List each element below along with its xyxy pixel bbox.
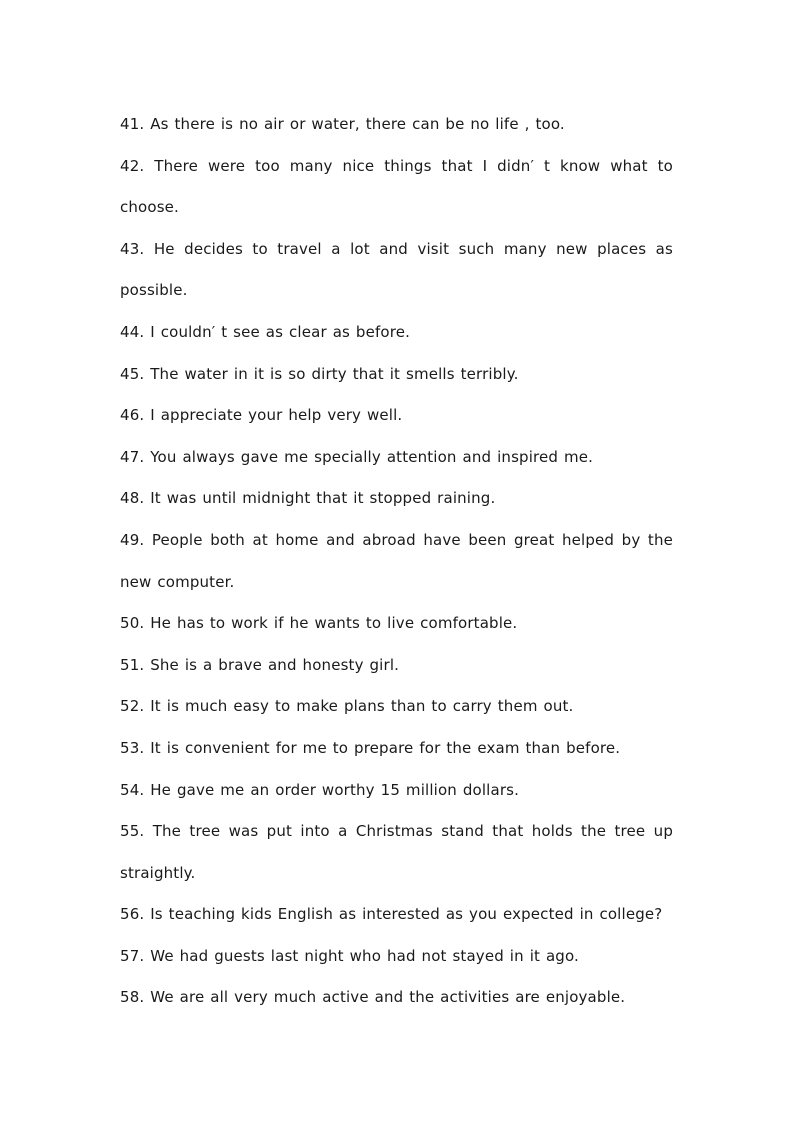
sentence-58: 58. We are all very much active and the activities are enjoyable.	[120, 988, 626, 1007]
sentence-54: 54. He gave me an order worthy 15 million dollars.	[120, 780, 520, 799]
sentence-56: 56. Is teaching kids English as interested as you expected in college?	[120, 905, 663, 924]
sentence-47: 47. You always gave me specially attention and inspired me.	[120, 447, 594, 466]
sentence-46: 46. I appreciate your help very well.	[120, 406, 403, 425]
sentence-42: 42. There were too many nice things that I didn′ t know what to choose.	[120, 156, 673, 217]
sentence-45: 45. The water in it is so dirty that it smells terribly.	[120, 364, 519, 383]
sentence-51: 51. She is a brave and honesty girl.	[120, 655, 400, 674]
sentence-44: 44. I couldn′ t see as clear as before.	[120, 322, 411, 341]
sentence-57: 57. We had guests last night who had not stayed in it ago.	[120, 946, 579, 965]
sentence-52: 52. It is much easy to make plans than to carry them out.	[120, 697, 574, 716]
sentence-53: 53. It is convenient for me to prepare for the exam than before.	[120, 738, 621, 757]
sentence-41: 41. As there is no air or water, there can be no life , too.	[120, 115, 565, 133]
sentence-50: 50. He has to work if he wants to live comfortable.	[120, 614, 518, 633]
sentence-49: 49. People both at home and abroad have been great helped by the new computer.	[120, 530, 673, 591]
sentence-55: 55. The tree was put into a Christmas stand that holds the tree up straightly.	[120, 822, 673, 882]
sentence-48: 48. It was until midnight that it stopped raining.	[120, 489, 496, 508]
sentence-43: 43. He decides to travel a lot and visit such many new places as possible.	[120, 239, 673, 300]
sentence-list	[120, 104, 673, 1019]
